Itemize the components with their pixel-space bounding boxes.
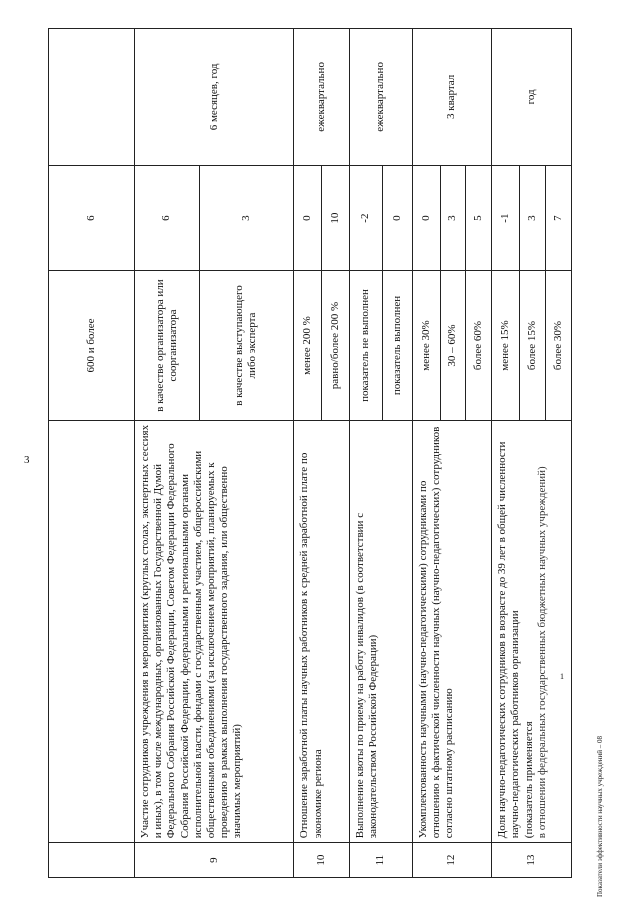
page-number: 3 [24,454,30,466]
footer-mark: 1 [560,672,564,681]
criterion-cell: в качестве организатора или соорганизатора [135,271,200,420]
score-cell: 5 [466,165,492,271]
score-cell: 3 [440,165,466,271]
score-cell: 0 [294,165,322,271]
period-cell: ежеквартально [294,29,350,166]
criterion-cell: 30 – 60% [440,271,466,420]
score-cell: -2 [350,165,382,271]
criterion-cell: равно/более 200 % [322,271,350,420]
period-cell: год [492,29,572,166]
criterion-cell: менее 15% [492,271,520,420]
table-row [412,29,440,878]
criterion-cell: более 60% [466,271,492,420]
row-description: Отношение заработной платы научных работников к средней заработной плате по экономике региона [294,420,350,843]
score-cell: 7 [546,165,572,271]
row-number [49,843,135,878]
criteria-table [48,28,572,878]
score-cell: 0 [412,165,440,271]
score-cell: 3 [520,165,546,271]
row-number: 10 [294,843,350,878]
row-description: Участие сотрудников учреждения в мероприятиях (круглых столах, экспертных сессиях и иных), в том числе международных, организованных Государственной Думой Федерального Собрания Российской Федерации, Советом Федерации Федерального Собрания Российской Федерации, федеральными и региональными органами исполнительной власти, фондами с государственным участием, общероссийскими общественными объединениями (за исключением мероприятий, планируемых к проведению в рамках выполнения государственного задания, или общественно значимых мероприятий) [135,420,294,843]
applicability-note-text: в отношении федеральных государственных бюджетных научных учреждений) [535,466,548,839]
criterion-cell: более 30% [546,271,572,420]
criterion-cell: 600 и более [49,271,135,420]
criterion-cell: менее 200 % [294,271,322,420]
criterion-cell: менее 30% [412,271,440,420]
rotated-table-wrapper [48,28,572,878]
table-row [49,29,135,878]
criterion-cell: более 15% [520,271,546,420]
score-cell: 3 [199,165,294,271]
row-number: 12 [412,843,492,878]
table-row [135,29,200,878]
period-cell: 6 месяцев, год [135,29,294,166]
row-number: 11 [350,843,412,878]
row-description: Выполнение квоты по приему на работу инвалидов (в соответствии с законодательством Российской Федерации) [350,420,412,843]
row-description: Укомплектованность научными (научно-педагогическими) сотрудниками по отношению к фактической численности научных (научно-педагогических) сотрудников согласно штатному расписанию [412,420,492,843]
row-number: 13 [492,843,572,878]
criterion-cell: показатель выполнен [382,271,412,420]
row-description [492,420,572,843]
score-cell: 0 [382,165,412,271]
period-cell [49,29,135,166]
period-cell: ежеквартально [350,29,412,166]
score-cell: 10 [322,165,350,271]
period-cell: 3 квартал [412,29,492,166]
row-description-text: Доля научно-педагогических сотрудников в возрасте до 39 лет в общей численности научно-педагогических работников организации [496,441,522,839]
criterion-cell: в качестве выступающего либо эксперта [199,271,294,420]
footer-text: Показатели эффективности научных учреждений – 08 [596,736,604,897]
row-number: 9 [135,843,294,878]
score-cell: -1 [492,165,520,271]
table-row [350,29,382,878]
table-row [492,29,520,878]
score-cell: 6 [49,165,135,271]
row-description [49,420,135,843]
criterion-cell: показатель не выполнен [350,271,382,420]
applicability-note-label: (показатель применяется [522,721,535,839]
score-cell: 6 [135,165,200,271]
table-row [294,29,322,878]
